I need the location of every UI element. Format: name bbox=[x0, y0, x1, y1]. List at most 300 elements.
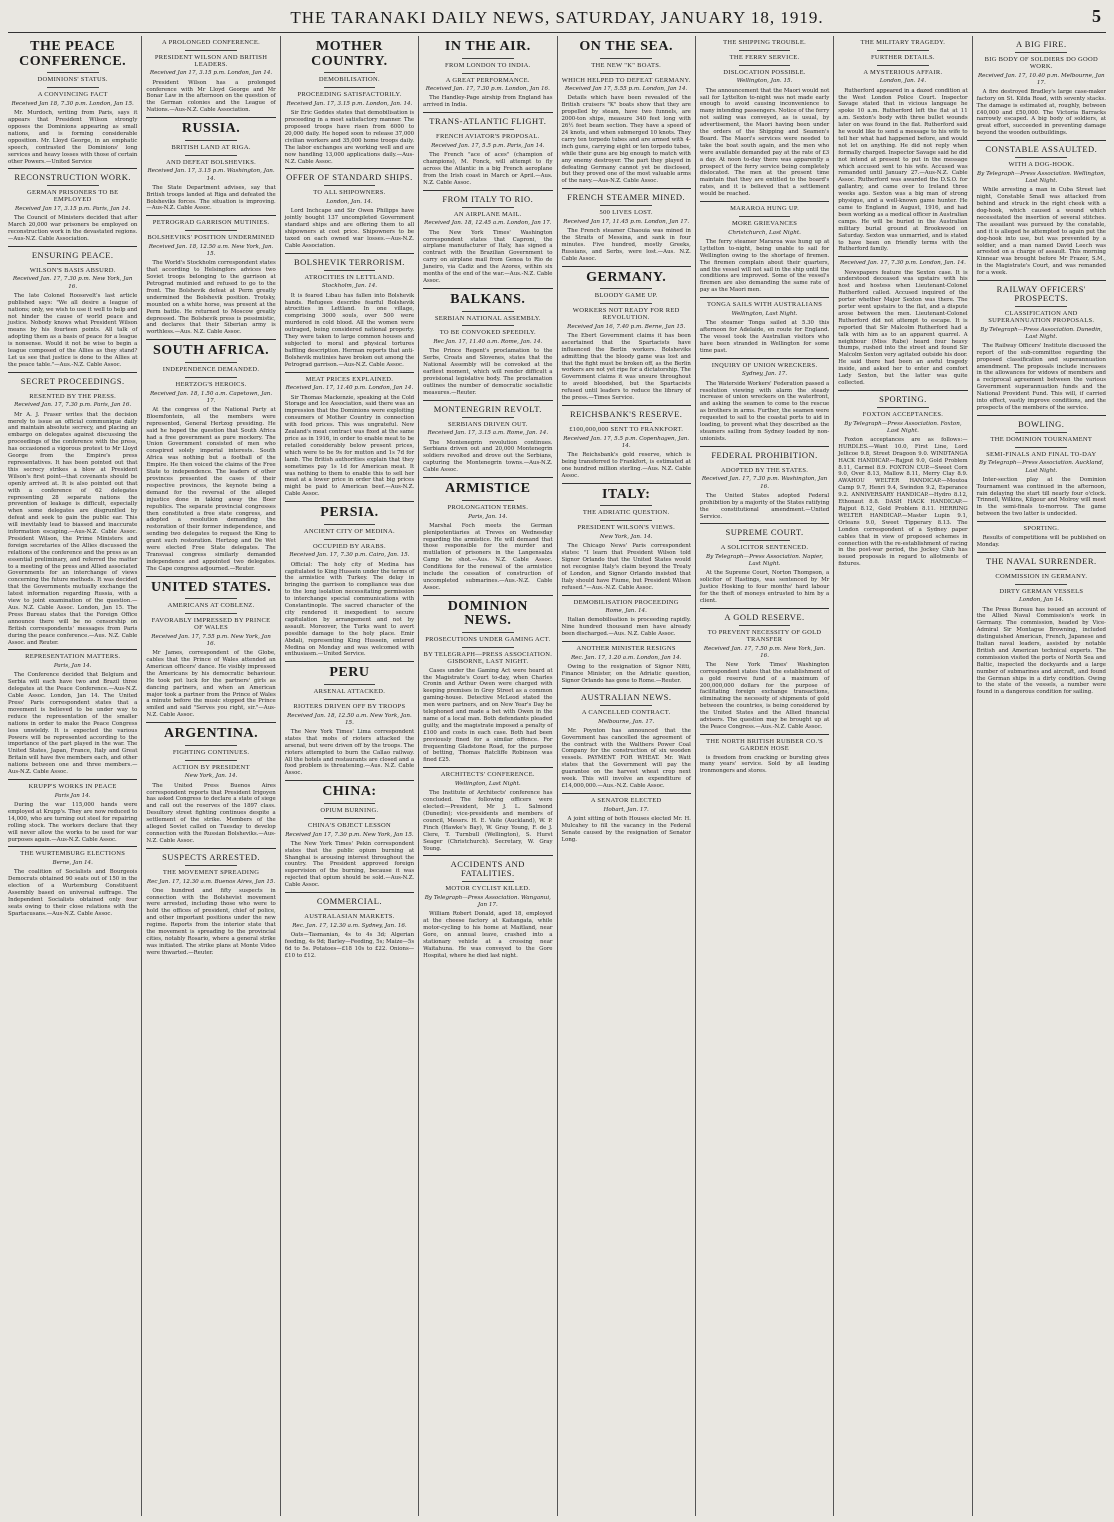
article-subheadline: HERTZOG'S HEROICS. bbox=[175, 380, 247, 388]
news-article bbox=[8, 40, 137, 165]
news-article bbox=[8, 779, 137, 843]
article-subheadline: SERBIANS DRIVEN OUT. bbox=[447, 420, 528, 428]
headline-rule bbox=[1015, 584, 1067, 585]
article-body: The Ebert Government claims it has been ascertained that the Spartacists have influenced the Berlin workers. Bolsheviks admitting that the bloody game was lost and that the fight must be broken off, as the Berlin workers are not yet ripe for a dictatorship. The Government claims it was unsure throughout to avoid bloodshed, but the Spartacists refused until leaders to reduce the library of the press.—Times Service. bbox=[561, 332, 691, 402]
article-headline: FEDERAL PROHIBITION. bbox=[711, 449, 818, 460]
article-dateline: Received Jan. 18, 12.50 a.m. New York, Jan. 15. bbox=[287, 712, 412, 726]
article-dateline: Received Jan 18, 7.30 p.m. London, Jan 15. bbox=[11, 101, 134, 107]
article-subheadline: AN AIRPLANE MAIL. bbox=[453, 210, 522, 218]
news-article bbox=[285, 892, 414, 960]
article-divider bbox=[562, 595, 691, 596]
news-article bbox=[700, 608, 829, 731]
news-article bbox=[977, 552, 1106, 696]
article-subheadline: A SOLICITOR SENTENCED. bbox=[720, 544, 809, 552]
article-headline: CHINA: bbox=[322, 784, 377, 800]
article-dateline: Rec. Jan. 17, 12.30 a.m. Sydney, Jan. 16. bbox=[292, 922, 407, 929]
article-dateline: Hobart, Jan. 17. bbox=[603, 806, 649, 813]
article-dateline: London, Jan. 14. bbox=[879, 78, 927, 85]
headline-rule bbox=[462, 417, 514, 418]
news-article bbox=[700, 446, 829, 521]
article-dateline: By Telegraph—Press Association. Wanganui, Jan 17. bbox=[424, 895, 551, 909]
news-article bbox=[8, 168, 137, 242]
article-divider bbox=[977, 140, 1106, 141]
headline-rule bbox=[600, 705, 652, 706]
article-headline: SUPREME COURT. bbox=[725, 527, 804, 538]
article-dateline: Wellington, Last Night. bbox=[731, 310, 798, 317]
news-article bbox=[423, 855, 552, 959]
article-body: The United Press Buenos Aires correspondent reports that President Irigoyen has asked Congress to declare a state of siege and call out the reserves of the 1897 class. Desultory street fighting continues despite a settlement of the strike. Members of the alleged Soviet called on Tuesday to develop connection with the Russian Bolsheviks.—Aus-N.Z. Cable Assoc. bbox=[146, 782, 276, 844]
article-dateline: Received Jan 17, 3.15 p.m. London, Jan 14. bbox=[149, 70, 273, 77]
article-headline: COMMERCIAL. bbox=[316, 896, 383, 907]
article-body: Foxton acceptances are as follows:—HURDLES.—Want 10.0, First Line, Lord Jellicoe 9.8, Street Dragoon 9.0. WINDTANGA HACK HANDICAP.—Rajput 9.0, Gold Problem 8.11, Carmel 8.9. FOXTON CUP.—Sweet Corn 9.0, Over 8.13, Mallow 8.11, Merry Clay 8.9. AWAHOU WELTER HANDICAP.—Moutoa Camp 9.7, Henri 9.4, Swindon 9.2, Esperance 9.2. ANNIVERSARY HANDICAP.—Hydro 8.12, Ethonaut 8.8. DASH HACK HANDICAP.—Rajput 8.12, Gold Problem 8.11. HERRING WELTER HANDICAP.—Master Lupin 9.1, Orleans 9.0, Sweet Tipperary 8.13. The London correspondent of a Sydney paper cables that in view of proposed schemes in connection with the re-establishment of racing in the post-war period, the Jockey Club has issued proposals in regard to allotments of fixtures. bbox=[838, 436, 968, 568]
article-dateline: By Telegraph—Press Association. Wellington, Last Night. bbox=[977, 170, 1106, 185]
article-subheadline: AND DEFEAT BOLSHEVIKS. bbox=[166, 158, 257, 166]
article-body: The Handley-Page airship from England has arrived in India. bbox=[423, 95, 553, 109]
headline-rule bbox=[739, 216, 791, 217]
newspaper-column bbox=[419, 36, 557, 1516]
news-article bbox=[838, 390, 967, 568]
article-divider bbox=[8, 372, 137, 373]
news-article bbox=[977, 521, 1106, 549]
article-divider bbox=[8, 779, 137, 780]
article-divider bbox=[562, 405, 691, 406]
headline-rule bbox=[185, 230, 237, 231]
article-divider bbox=[146, 576, 275, 577]
news-article bbox=[423, 595, 552, 765]
news-article bbox=[423, 112, 552, 186]
article-divider bbox=[8, 649, 137, 650]
article-subheadline: COMMISSION IN GERMANY. bbox=[995, 572, 1088, 580]
article-subheadline: WITH A DOG-HOOK. bbox=[1008, 161, 1075, 169]
article-subheadline: DEMOBILISATION. bbox=[318, 76, 380, 84]
article-headline: RUSSIA. bbox=[181, 121, 241, 137]
article-dateline: Paris Jan 14. bbox=[54, 792, 91, 799]
article-headline: AUSTRALIAN NEWS. bbox=[580, 691, 672, 702]
article-headline: TRANS-ATLANTIC FLIGHT. bbox=[429, 116, 547, 127]
article-body: Inter-section play at the Dominion Tournament was continued in the afternoon, rain delaying the start till nearly four o'clock. Trinnell, Wilkins, Kilgour and Molroy will meet in the semi-finals to-morrow. The game between the two latter is undecided. bbox=[976, 476, 1106, 518]
article-subheadline: FOXTON ACCEPTANCES. bbox=[862, 410, 944, 418]
article-divider bbox=[977, 552, 1106, 553]
headline-rule bbox=[462, 647, 514, 648]
article-dateline: Received Jan 17, 7.30 p.m. New York, Jan 15. bbox=[285, 831, 414, 838]
headline-rule bbox=[462, 58, 514, 59]
article-body: Owing to the resignation of Signor Nitti, Finance Minister, on the Adriatic question, Signor Orlando has gone to Rome.—Reuter. bbox=[561, 664, 691, 684]
article-dateline: Received Jan. 18, 12.50 a.m. New York, Jan. 15. bbox=[148, 244, 274, 258]
article-headline: UNITED STATES. bbox=[151, 579, 272, 595]
article-subheadline: A CONVINCING FACT bbox=[37, 91, 108, 99]
article-dateline: London, Jan 14. bbox=[1018, 597, 1064, 604]
article-subheadline: A MYSTERIOUS AFFAIR. bbox=[863, 68, 943, 76]
article-body: Mr. Murdoch, writing from Paris, says it appears that President Wilson strongly opposes the Dominions appearing as small nations, and is forming considerable opposition. Mr. Lloyd George, in an emphatic speech, contrasted the Dominions' long services and heavy losses with those of certain other Powers.—United Service bbox=[8, 110, 138, 165]
headline-rule bbox=[324, 87, 376, 88]
article-divider bbox=[700, 201, 829, 202]
article-body: Details which have been revealed of the British cruisers "K" boats show that they are propelled by steam, have two funnels, are 2000-ton ships, measure 340 feet long with 26½ feet beam section. They have a speed of 24 knots, and when submerged 10 knots. They carry ten torpedo tubes and are armed with 4-inch guns, carrying eight or ten torpedo tubes, while their guns are big enough to match with any enemy destroyer. The part they played in defeating Germany cannot yet be disclosed, but they proved one of the most valuable arms of the navy.—Aus-N.Z. Cable Assoc. bbox=[561, 95, 691, 185]
headline-rule bbox=[462, 632, 514, 633]
article-subheadline: A GREAT PERFORMANCE. bbox=[445, 76, 530, 84]
headline-rule bbox=[1015, 569, 1067, 570]
news-article bbox=[8, 846, 137, 917]
article-subheadline: BY TELEGRAPH—PRESS ASSOCIATION. GISBORNE, LAST NIGHT. bbox=[423, 650, 553, 665]
article-divider bbox=[423, 595, 552, 596]
article-dateline: Christchurch, Last Night. bbox=[728, 229, 801, 236]
news-article bbox=[562, 188, 691, 262]
article-subheadline: BOLSHEVIKS' POSITION UNDERMINED bbox=[147, 234, 275, 242]
headline-rule bbox=[324, 524, 376, 525]
news-article bbox=[8, 649, 137, 776]
article-subheadline: PROCEEDING SATISFACTORILY. bbox=[297, 91, 402, 99]
article-body: Results of competitions will be published on Monday. bbox=[976, 534, 1106, 548]
article-subheadline: THE NEW "K" BOATS. bbox=[591, 61, 662, 69]
article-subheadline: SERBIAN NATIONAL ASSEMBLY. bbox=[434, 314, 541, 322]
news-article bbox=[977, 140, 1106, 277]
newspaper-column bbox=[696, 36, 834, 1516]
article-body: The Council of Ministers decided that after March 20,000 war prisoners be employed on reconstruction work in the devastated regions.—Aus-N.Z. Cable Association. bbox=[8, 215, 138, 242]
headline-rule bbox=[739, 463, 791, 464]
article-body: A joint sitting of both Houses elected Mr. H. Mulcahey to fill the vacancy in the Federal Senate caused by the resignation of Senator Long. bbox=[561, 815, 691, 843]
article-headline: ACCIDENTS AND FATALITIES. bbox=[450, 859, 525, 879]
news-article bbox=[146, 576, 275, 720]
article-subheadline: INDEPENDENCE DEMANDED. bbox=[162, 365, 260, 373]
news-article bbox=[562, 641, 691, 685]
article-subheadline: FIGHTING CONTINUES. bbox=[172, 748, 250, 756]
headline-rule bbox=[1015, 306, 1067, 307]
news-article bbox=[423, 288, 552, 397]
article-divider bbox=[700, 608, 829, 609]
article-dateline: New York, Jan. 14. bbox=[184, 773, 238, 780]
article-subheadline: PROLONGATION TERMS. bbox=[447, 503, 529, 511]
newspaper-column bbox=[4, 36, 142, 1516]
headline-rule bbox=[324, 185, 376, 186]
newspaper-masthead bbox=[8, 4, 1106, 33]
article-subheadline: THE MOVEMENT SPREADING bbox=[162, 868, 260, 876]
article-body: The Railway Officers' Institute discussed the report of the sub-committee regarding the proposed classification and superannuation amendment. The proposals include increases in the allowances for widows of members and a reciprocal agreement between the various Government superannuation funds and the National Provident Fund. This will, if carried into effect, vastly improve conditions, and the prospects of the members of the service. bbox=[976, 342, 1106, 411]
news-article bbox=[700, 523, 829, 605]
article-dateline: By Telegraph—Press Association. Foxton, Last Night. bbox=[844, 420, 962, 434]
article-subheadline: PRESIDENT WILSON'S VIEWS. bbox=[577, 524, 676, 532]
article-body: President Wilson has a prolonged conference with Mr Lloyd George and Mr Bonar Law in the afternoon on the question of the German colonies and the League of Nations.—Aus-N.Z. Cable Association. bbox=[146, 79, 276, 114]
article-subheadline: CLASSIFICATION AND SUPERANNUATION PROPOSALS. bbox=[988, 309, 1095, 324]
article-dateline: Rome, Jan. 14. bbox=[605, 608, 647, 615]
news-article bbox=[285, 661, 414, 777]
headline-rule bbox=[600, 505, 652, 506]
article-dateline: Received Jan. 17, 7.30 p.m. London, Jan. 14. bbox=[840, 260, 966, 267]
article-body: The coalition of Socialists and Bourgeois Democrats obtained 90 seats out of 150 in the election of a Wurtemburg Constituent Assembly based on universal suffrage. The Independent Socialists obtained only four seats owing to their close relations with the Spartacusans.—Aus-N.Z. Cable Assoc. bbox=[8, 869, 138, 917]
page-number: 5 bbox=[1092, 6, 1102, 26]
headline-rule bbox=[324, 699, 376, 700]
news-article bbox=[423, 190, 552, 285]
news-article bbox=[146, 339, 275, 572]
article-divider bbox=[838, 390, 967, 391]
article-subheadline: PRESIDENT WILSON AND BRITISH LEADERS. bbox=[154, 53, 268, 68]
article-headline: MEAT PRICES EXPLAINED. bbox=[305, 375, 394, 383]
headline-rule bbox=[185, 613, 237, 614]
article-headline: MARAROA HUNG UP. bbox=[730, 205, 800, 213]
article-body: The State Department advises, say that British troops landed at Riga and defeated the Bolsheviks forces. The situation is improving.—Aus-N.Z. Cable Assoc. bbox=[146, 184, 276, 212]
article-divider bbox=[700, 734, 829, 735]
article-divider bbox=[8, 168, 137, 169]
newspaper-column bbox=[142, 36, 280, 1516]
headline-rule bbox=[324, 909, 376, 910]
headline-rule bbox=[185, 865, 237, 866]
article-body: Mr. Poynton has announced that the Government has cancelled the agreement of the contract with the Walthers Power Coal Company for the construction of six wooden vessels. PAYMENT FOR WHEAT. Mr. Watt states that the Government will pay the guarantee on the harvest wheat crop next week. This will involve an expenditure of £14,000,000.—Aus.-N.Z. Cable Assoc. bbox=[561, 727, 691, 790]
article-headline: ENSURING PEACE. bbox=[31, 249, 114, 260]
article-subheadline: MOTOR CYCLIST KILLED. bbox=[445, 885, 531, 893]
news-article bbox=[285, 372, 414, 499]
headline-rule bbox=[600, 288, 652, 289]
news-article bbox=[8, 246, 137, 369]
article-divider bbox=[423, 288, 552, 289]
headline-rule bbox=[47, 72, 99, 73]
article-subheadline: FRENCH AVIATOR'S PROPOSAL. bbox=[436, 133, 540, 141]
article-subheadline: ADOPTED BY THE STATES. bbox=[720, 466, 809, 474]
article-body: Mr James, correspondent of the Globe, cables that the Prince of Wales attended an American officers' dance. He visibly impressed the Americans by his democratic behaviour. He took pot luck for the partners' girls as dancing partners, and when an American major took a partner from the Prince of Wales a minute before the music stopped the Prince smiled and said "Serves you right, sir."—Aus-N.Z. Cable Assoc. bbox=[146, 650, 276, 719]
article-divider bbox=[700, 358, 829, 359]
news-article bbox=[423, 400, 552, 474]
article-divider bbox=[285, 661, 414, 662]
article-headline: FRENCH STEAMER MINED. bbox=[567, 192, 686, 203]
news-article bbox=[146, 722, 275, 845]
article-divider bbox=[285, 253, 414, 254]
article-body: The New York Times' Lima correspondent states that mobs of rioters attacked the arsenal, but were driven off by the troops. The rioters attempted to burn the Callao railway. All the hotels and restaurants are closed and a food problem is threatening.—Aus. N.Z. Cable Assoc. bbox=[284, 728, 415, 777]
newspaper-column bbox=[281, 36, 419, 1516]
article-dateline: Received Jan. 17, 7.30 p.m. Cairo, Jan. 15. bbox=[289, 552, 410, 559]
article-body: is freedom from cracking or bursting gives many years' service. Sold by all leading ironmongers and stores. bbox=[699, 754, 830, 775]
news-article bbox=[146, 40, 275, 114]
article-divider bbox=[562, 641, 691, 642]
article-body: The announcement that the Maori would not sail for Lyttelton to-night was not made early enough to avoid causing inconvenience to many intending passengers. Notice of the ferry not sailing was conveyed, as is usual, by advertisement, the Maori having been under the orders of the Shipping and Seamen's Board. The Maori's services were needed to take the boat south again, and the men who were available demanded pay at the rate of £3 a day. At noon to-day there was apparently a prospect of the ferry service being completely dislocated. The men at the present time maintain that they are entitled to the board's rates, and it is believed that a settlement would be reached. bbox=[699, 87, 830, 198]
article-headline: GERMANY. bbox=[586, 269, 667, 285]
article-subheadline: ANCIENT CITY OF MEDINA. bbox=[303, 527, 395, 535]
article-dateline: Received Jan. 18, 12.45 a.m. London, Jan 17. bbox=[424, 220, 552, 227]
article-subheadline: TO BE CONVOKED SPEEDILY. bbox=[439, 329, 536, 337]
article-divider bbox=[285, 780, 414, 781]
headline-rule bbox=[47, 87, 99, 88]
article-subheadline: BIG BODY OF SOLDIERS DO GOOD WORK. bbox=[984, 55, 1099, 70]
news-article bbox=[700, 201, 829, 294]
article-headline: THE NORTH BRITISH RUBBER CO.'S GARDEN HOSE bbox=[706, 737, 823, 752]
news-article bbox=[700, 40, 829, 198]
headline-rule bbox=[324, 803, 376, 804]
article-headline: A SENATOR ELECTED bbox=[590, 796, 662, 804]
article-dateline: Wellington, Jan. 15. bbox=[736, 78, 793, 85]
article-headline: THE WURTEMBURG ELECTIONS bbox=[20, 850, 126, 858]
headline-rule bbox=[877, 50, 929, 51]
article-body: During the war 115,000 hands were employed at Krupp's. They are now reduced to 14,000, who are turning out steel for repairing rolling stock. The workers declare that they will never allow the works to be used for war purposes again.—Aus-N.Z. Cable Assoc. bbox=[8, 801, 138, 843]
headline-rule bbox=[739, 540, 791, 541]
article-headline: REICHSBANK'S RESERVE. bbox=[569, 409, 683, 420]
news-article bbox=[700, 358, 829, 443]
news-article bbox=[285, 780, 414, 889]
news-article bbox=[977, 40, 1106, 137]
article-subheadline: THE FERRY SERVICE. bbox=[729, 53, 800, 61]
article-headline: SECRET PROCEEDINGS. bbox=[20, 375, 125, 386]
headline-rule bbox=[462, 500, 514, 501]
article-dateline: By Telegraph—Press Association. Dunedin, Last Night. bbox=[980, 326, 1103, 340]
headline-rule bbox=[462, 73, 514, 74]
article-divider bbox=[423, 190, 552, 191]
article-headline: OFFER OF STANDARD SHIPS. bbox=[286, 172, 413, 183]
headline-rule bbox=[324, 72, 376, 73]
news-article bbox=[562, 266, 691, 402]
article-subheadline: BLOODY GAME UP. bbox=[594, 292, 658, 300]
article-body: Italian demobilisation is proceeding rapidly. Nine hundred thousand men have already been discharged.—Aus. N.Z. Cable Assoc. bbox=[561, 617, 691, 638]
article-body: Oats—Tasmanian, 4s to 4s 3d; Algerian feeding, 4s 9d; Barley—Feeding, 5s; Maize—5s 6d to 5s. Potatoes—£18 10s to £22. Onions—£10 to £12. bbox=[284, 931, 415, 959]
article-dateline: Melbourne, Jan. 17. bbox=[598, 718, 655, 725]
news-article bbox=[285, 40, 414, 165]
article-divider bbox=[977, 415, 1106, 416]
article-divider bbox=[562, 793, 691, 794]
article-headline: SPORTING. bbox=[879, 393, 927, 404]
article-headline: KRUPP'S WORKS IN PEACE bbox=[28, 783, 117, 791]
article-dateline: Rec Jan. 17, 11.40 a.m. Rome, Jan. 14. bbox=[433, 339, 543, 346]
headline-rule bbox=[600, 73, 652, 74]
article-dateline: Received Jan. 17, 3.15 p.m. London, Jan. 14. bbox=[286, 101, 413, 107]
article-headline: MOTHER COUNTRY. bbox=[311, 39, 388, 69]
article-body: At the congress of the National Party at Bloemfontein, all the members were represented, General Hertzog presiding. He said he hoped the question that South Africa had a free government as pure mockery. The Union Government consisted of men who conspired solely imperial interests. South Africa was nothing but a football of the Empire. He then voiced the claims of the Free State to independence. The leaders of other provinces presented the cases of their respective provinces, the keynote being a demand for the reversal of the alleged injustice done in taking away the Boer republics. The separate provincial congresses then constituted a free state congress, and adopted a resolution demanding the restoration of their former independence, and sending two delegates to request the King to grant such restoration. Hertzog and De Wet were elected Free State delegates. The Transvaal congress similarly demanded independence and appointed two delegates. The Cape congress adjourned.—Reuter. bbox=[146, 406, 276, 572]
article-body: The Montenegrin revolution continues. Serbians driven out and 20,000 Montenegrin soldiers revolted and drove out the Serbians, capturing the Montenegrin towns.—Aus-N.Z. Cable Assoc. bbox=[423, 439, 553, 474]
article-headline: A PROLONGED CONFERENCE. bbox=[162, 39, 261, 46]
headline-rule bbox=[462, 325, 514, 326]
article-dateline: Received Jan. 17, 7.30 p.m. Washington, Jan 16. bbox=[701, 476, 828, 490]
article-subheadline: WORKERS NOT READY FOR RED REVOLUTION. bbox=[572, 307, 680, 321]
article-body: Newspapers feature the Sexton case. It is understood deceased was upstairs with his host and hostess when Lieutenant-Colonel Rutherford called. Accused inquired of the porter whether Major Sexton was there. The porter went upstairs to the flat, and a dispute arose between the men. Lieutenant-Colonel Rutherford did not attempt to escape. It is reported that Sir Malcolm Rutherford had a talk with him as to an apparent quarrel. A neighbour (Miss Rabe) heard four heavy thumps, rushed into the street and found Sir Malcolm Sexton very agitated outside his door. He said there had been an awful tragedy inside, and asked her to enter and comfort Lady Sexton, but the latter was quite collected. bbox=[838, 269, 968, 386]
article-dateline: Paris, Jan. 14. bbox=[468, 513, 508, 520]
news-article bbox=[700, 734, 829, 775]
article-subheadline: DOMINIONS' STATUS. bbox=[37, 76, 108, 84]
news-article bbox=[977, 280, 1106, 412]
article-dateline: Received Jan. 17, 7.30 p.m. New York, Jan 16. bbox=[12, 276, 133, 290]
article-subheadline: RESENTED BY THE PRESS. bbox=[29, 392, 117, 400]
article-headline: CONSTABLE ASSAULTED. bbox=[985, 144, 1098, 155]
article-divider bbox=[977, 521, 1106, 522]
article-subheadline: BRITISH LAND AT RIGA. bbox=[171, 143, 251, 151]
article-headline: RECONSTRUCTION WORK. bbox=[14, 172, 131, 183]
headline-rule bbox=[47, 389, 99, 390]
article-headline: THE MILITARY TRAGEDY. bbox=[860, 39, 946, 46]
article-headline: IN THE AIR. bbox=[444, 39, 531, 54]
article-subheadline: ARSENAL ATTACKED. bbox=[313, 688, 386, 695]
headline-rule bbox=[324, 684, 376, 685]
article-body: Official: The holy city of Medina has capitulated to King Hussein under the terms of the armistice with Turkey. The delay in bringing the garrison to compliance was due to the long isolation necessitating permission to interchange special communications with Constantinople. The sacred character of the city rendered it inexpedient to secure capitulation by arrangement and not by assault. Moreover, the Turks want to avert possible damage to the holy place. Emir Abdali, representing King Hussein, entered Medina on Monday and was welcomed with enthusiasm.—United Service. bbox=[284, 561, 415, 658]
headline-rule bbox=[185, 377, 237, 378]
newspaper-columns bbox=[4, 36, 1110, 1516]
article-subheadline: DIRTY GERMAN VESSELS bbox=[999, 587, 1084, 595]
news-article bbox=[146, 215, 275, 336]
article-headline: PERU bbox=[329, 665, 370, 681]
article-body: At the Supreme Court, Norton Thompson, a solicitor of Hastings, was sentenced by Mr Justice Hosking to four months' hard labour for the theft of moneys entrusted to him by a client. bbox=[699, 570, 830, 605]
article-subheadline: £100,000,000 SENT TO FRANKFORT. bbox=[569, 425, 684, 433]
article-body: The Reichsbank's gold reserve, which is being transferred to Frankfort, is estimated at one hundred million sterling.—Aus. N.Z. Cable Assoc. bbox=[561, 452, 691, 479]
article-divider bbox=[700, 446, 829, 447]
article-subheadline: ATROCITIES IN LETTLAND. bbox=[304, 273, 395, 281]
article-headline: THE NAVAL SURRENDER. bbox=[985, 555, 1097, 566]
news-article bbox=[562, 40, 691, 185]
article-dateline: Received Jan. 17, 7.55 p.m. New York, Jan 16. bbox=[151, 633, 271, 647]
article-subheadline: OCCUPIED BY ARABS. bbox=[312, 542, 386, 550]
article-headline: ARGENTINA. bbox=[164, 726, 259, 742]
article-divider bbox=[562, 188, 691, 189]
article-dateline: Received Jan 17, 3.15 p.m. Paris, Jan 14. bbox=[15, 205, 131, 212]
article-subheadline: GERMAN PRISONERS TO BE EMPLOYED bbox=[26, 189, 119, 204]
article-headline: PERSIA. bbox=[320, 505, 379, 521]
article-subheadline: THE ADRIATIC QUESTION. bbox=[582, 509, 670, 517]
article-divider bbox=[977, 280, 1106, 281]
article-body: Marshal Foch meets the German plenipotentiaries at Treves on Wednesday regarding the armistice. He will demand that those responsible for the murder and mutilation of prisoners in the Langensalza Camp be shot.—Aus. N.Z. Cable Assoc. Conditions for the renewal of the armistice include the cessation of construction of uncompleted submarines.—Aus.-N.Z. Cable Assoc. bbox=[423, 522, 553, 591]
article-headline: SOUTH AFRICA. bbox=[152, 343, 270, 359]
article-dateline: Received Jan. 17, 7.30 p.m. London, Jan 16. bbox=[425, 86, 550, 93]
article-divider bbox=[8, 246, 137, 247]
article-dateline: New York, Jan. 14. bbox=[599, 534, 653, 540]
article-body: Sir Eric Geddes states that demobilisation is proceeding in a most satisfactory manner. The proposed troops have risen from 6000 to 20,000 daily. He hoped soon to release 37,000 civilian workers and 35,000 home troops daily. The labor exchanges are working well and are now handling 13,000 applications daily.—Aus-N.Z. Cable Assoc. bbox=[284, 110, 415, 165]
news-article bbox=[146, 117, 275, 212]
masthead-title: THE TARANAKI DAILY NEWS, SATURDAY, JANUARY 18, 1919. bbox=[290, 8, 824, 27]
article-headline: FROM ITALY TO RIO. bbox=[442, 193, 534, 204]
article-body: The Prince Regent's proclamation to the Serbs, Croats and Slovenes, states that the National Assembly will be convoked at the earliest moment, which will render difficult a provisional legislative body. The proclamation outlines the number of democratic socialistic measures.—Reuter. bbox=[423, 348, 553, 396]
headline-rule bbox=[462, 881, 514, 882]
headline-rule bbox=[185, 760, 237, 761]
article-subheadline: A CANCELLED CONTRACT. bbox=[581, 708, 671, 716]
article-subheadline: SEMI-FINALS AND FINAL TO-DAY bbox=[986, 450, 1097, 458]
article-subheadline: PROSECUTIONS UNDER GAMING ACT. bbox=[425, 636, 551, 644]
headline-rule bbox=[1015, 157, 1067, 158]
headline-rule bbox=[739, 50, 791, 51]
article-headline: SUSPECTS ARRESTED. bbox=[162, 851, 260, 862]
article-dateline: Received Jan. 17, 7.30 p.m. Paris, Jan 16. bbox=[14, 402, 132, 409]
headline-rule bbox=[324, 539, 376, 540]
article-body: While arresting a man in Cuba Street last night, Constable Small was attacked from behind and struck in the right cheek with a dog-hook, which caused a wound which necessitated the insertion of several stitches. The assailant was pursued by the constable, and it is alleged he attempted to again put the dog-hook into use, but was prevented by a soldier, and a man named David Leech was arrested on a charge of assault. This morning Kinnear was brought before Mr Frazer, S.M., in the Magistrate's Court, and was remanded for a week. bbox=[976, 187, 1106, 277]
article-divider bbox=[8, 846, 137, 847]
article-divider bbox=[700, 297, 829, 298]
article-body: The New York Times' Washington correspondent states that the establishment of a gold reserve fund of a maximum of 200,000,000 dollars for the purpose of facilitating foreign exchange transactions, eliminating the necessity of shipments of gold between the countries, is being considered by the United States and the Allied financial advisers. The question may be brought up at the Peace Congress.—Aus.-N.Z. Cable Assoc. bbox=[699, 661, 830, 731]
article-body: The French steamer Chaouia was mined in the Straits of Messina, and sank in four minutes. Five hundred, mostly Greeks, Russians, and Serbs, were lost.—Aus. N.Z. Cable Assoc. bbox=[561, 228, 691, 262]
news-article bbox=[423, 40, 552, 109]
article-divider bbox=[562, 483, 691, 484]
article-dateline: Received Jan. 18, 1.50 a.m. Capetown, Jan. 17. bbox=[149, 390, 273, 404]
article-subheadline: WILSON'S BASIS ABSURD. bbox=[29, 266, 116, 274]
article-body: The ferry steamer Mararoa was hung up at Lyttelton to-night, being unable to sail for Wellington owing to the shortage of firemen. The firemen complain about their quarters, and the vessel will not sail in the ship until the conditions are improved. Some of the vessel's firemen are also demanding the same rate of pay as the Maori men. bbox=[699, 238, 830, 294]
news-article bbox=[146, 848, 275, 957]
article-body: Sir Thomas Mackenzie, speaking at the Cold Storage and Ice Association, said there was an impression that the Dominions were exploiting consumers of Mother Country in connection with food prices. This was ungrateful. New Zealand's meat contract was fixed at the same price as in 1916, in order to enable meat to be retailed considerably below present prices, which were to be 9s for mutton and 1s 7d for lamb. The British authorities explain that they sometimes pay 1s 1d for American meat. It was nothing to them to enable this to sell her meat at a lower price in order that big prices might be paid to American beef.—Aus-N.Z. Cable Assoc. bbox=[284, 394, 415, 498]
newspaper-column bbox=[973, 36, 1110, 1516]
article-divider bbox=[423, 855, 552, 856]
headline-rule bbox=[462, 311, 514, 312]
headline-rule bbox=[877, 65, 929, 66]
article-subheadline: ACTION BY PRESIDENT bbox=[172, 763, 250, 771]
article-subheadline: CHINA'S OBJECT LESSON bbox=[307, 821, 392, 829]
article-body: The steamer Tonga sailed at 5.30 this afternoon for Adelaide, en route for England. The vessel took the Australian visitors who have been stranded in Wellington for some time past. bbox=[699, 320, 830, 354]
news-article bbox=[562, 405, 691, 480]
article-body: The New York Times' Washington correspondent states that Caproni, the airplane manufacturer of Italy, has signed a contract with the Brazilian Government to carry on airplane mail from Genoa to Rio de Janeiro, via Cadiz and the Azores, within six months of the end of the war.—Aus.-N.Z. Cable Assoc. bbox=[423, 229, 553, 284]
article-body: It is feared Libau has fallen into Bolshevik hands. Refugees describe fearful Bolshevik atrocities in Lettland. In one village, comprising 3000 souls, over 500 were murdered in cold blood. All the women were outraged, being considered national property. They were taken to large common houses and subjected to moral and physical tortures baffling description. Herman reports that anti-Bolshevik mutinies have broken out among the Petrograd garrison.—Aus-N.Z. Cable Assoc. bbox=[284, 292, 415, 368]
article-dateline: London, Jan. 14. bbox=[326, 199, 373, 206]
article-body: The World's Stockholm correspondent states that according to Helsingfors advices two Soviet troops belonging to the garrison at Petrograd mutinied and refused to go to the front. The Bolshevik defeat at Perm greatly undermined the Bolshevik position. Trotsky, mounted on a white horse, was present at the Perm battle. He returned to Moscow greatly depressed. The Bolshevik press is pessimistic, and declares that their Siberian army is worthless.—Aus. N.Z. Cable Assoc. bbox=[146, 260, 276, 336]
article-headline: RAILWAY OFFICERS' PROSPECTS. bbox=[996, 284, 1086, 303]
article-subheadline: TO ALL SHIPOWNERS. bbox=[313, 189, 386, 197]
news-article bbox=[977, 415, 1106, 518]
article-headline: BOLSHEVIK TERRORISM. bbox=[293, 256, 405, 267]
headline-rule bbox=[185, 50, 237, 51]
article-divider bbox=[423, 400, 552, 401]
headline-rule bbox=[739, 65, 791, 66]
article-headline: ARCHITECTS' CONFERENCE. bbox=[440, 771, 535, 779]
article-body: The late Colonel Roosevelt's last article published says: "We all desire a league of nations; only, we wish to use it well to help and not hinder the cause of world peace and justice. Nobody knows what President Wilson means by his fourteen points. All talk of adopting them as a basis of peace for a league is nonsense. Would it not be wise to begin a league composed of the Allies as they stand? Let us see that justice is done to the Allies at the peace table."—Aus.-N.Z. Cable Assoc. bbox=[8, 292, 138, 368]
news-article bbox=[285, 501, 414, 658]
headline-rule bbox=[1015, 52, 1067, 53]
headline-rule bbox=[47, 185, 99, 186]
article-dateline: By Telegraph—Press Association. Auckland, Last Night. bbox=[979, 460, 1104, 474]
article-headline: TONGA SAILS WITH AUSTRALIANS bbox=[706, 301, 823, 309]
article-subheadline: AMERICANS AT COBLENZ. bbox=[167, 602, 255, 610]
